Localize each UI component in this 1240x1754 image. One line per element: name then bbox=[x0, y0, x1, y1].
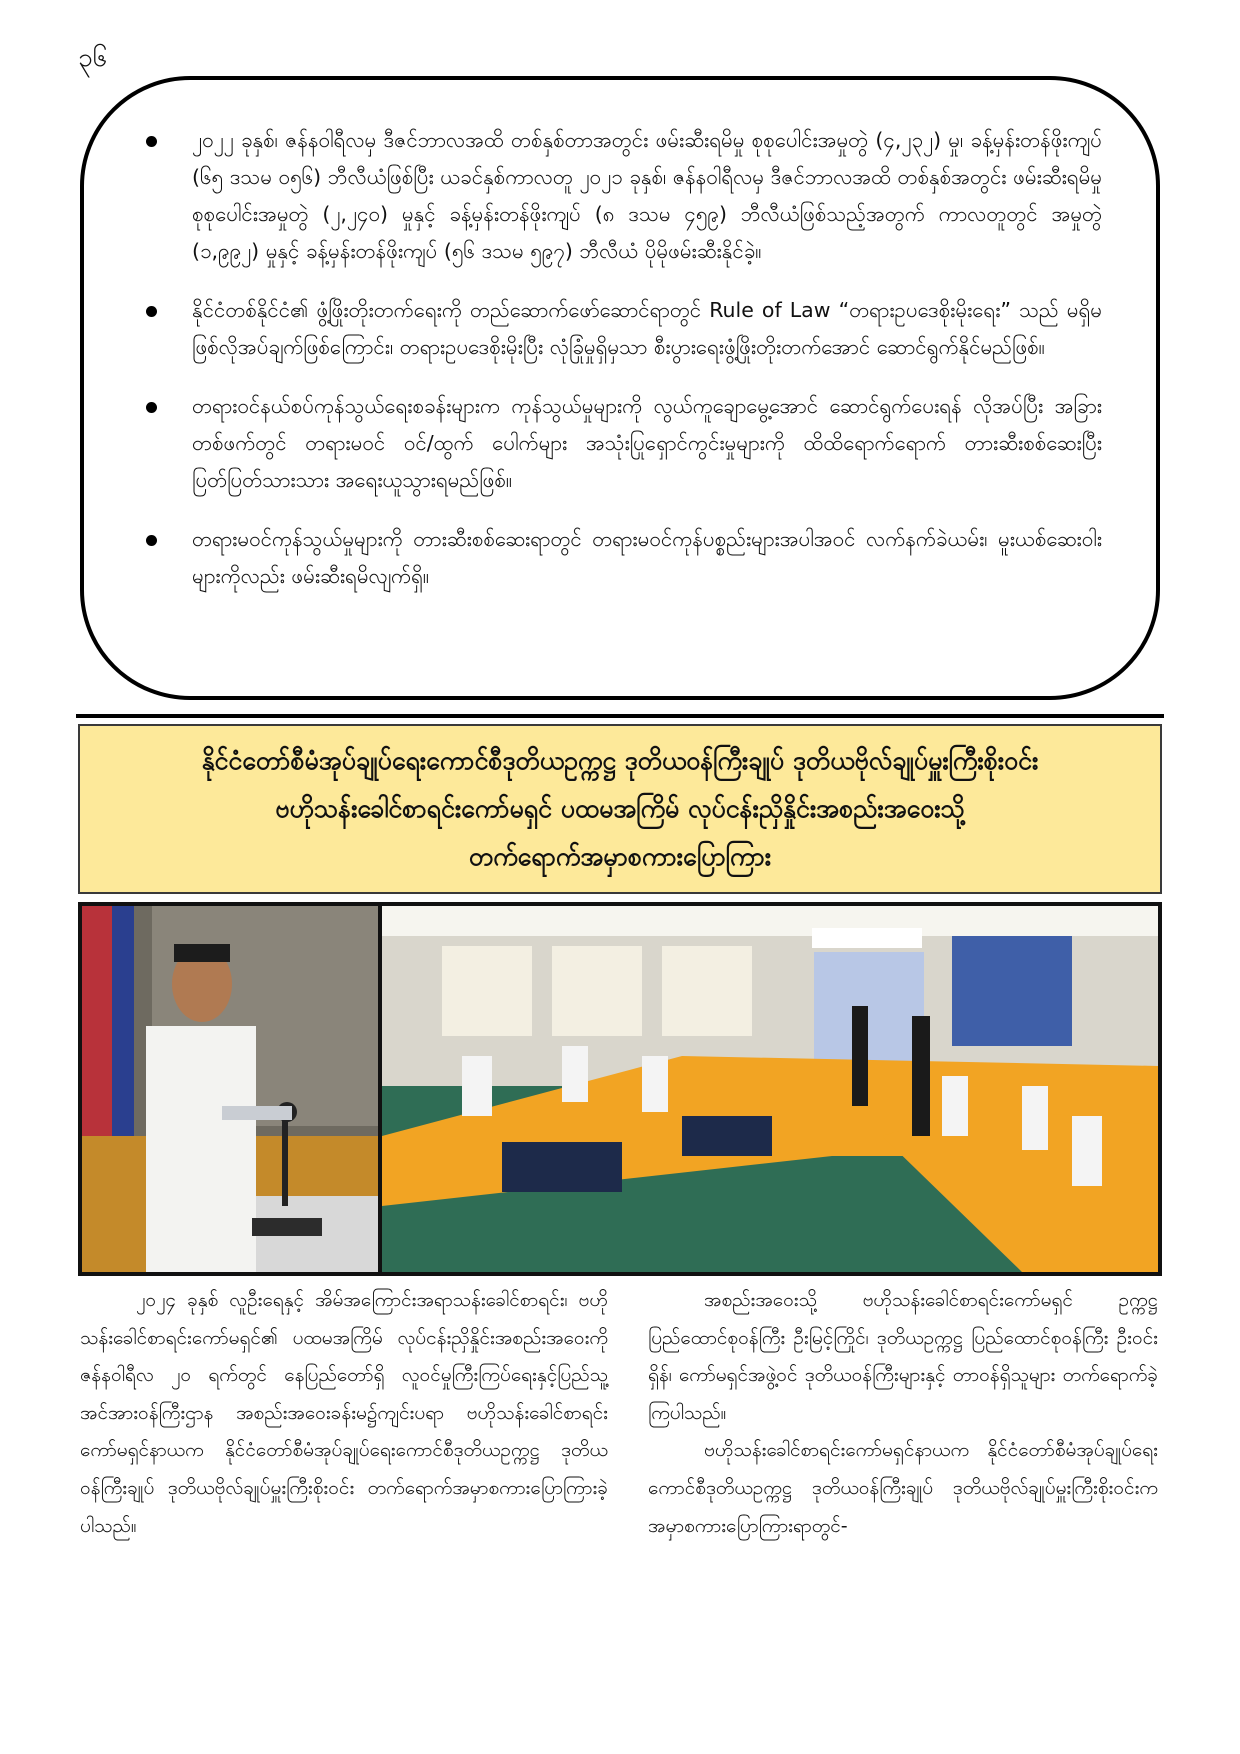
highlights-list bbox=[144, 122, 1102, 595]
body-paragraph: ၂၀၂၄ ခုနှစ် လူဦးရေနှင့် အိမ်အကြောင်းအရာသန်းခေါင်စာရင်း၊ ဗဟိုသန်းခေါင်စာရင်းကော်မရှင်၏ ပထမအကြိမ် လုပ်ငန်းညှိနှိုင်းအစည်းအဝေးကို ဇန်နဝါရီလ ၂၀ ရက်တွင် နေပြည်တော်ရှိ လူဝင်မှုကြီးကြပ်ရေးနှင့်ပြည်သူ့အင်အားဝန်ကြီးဌာန အစည်းအဝေးခန်းမ၌ကျင်းပရာ ဗဟိုသန်းခေါင်စာရင်းကော်မရှင်နာယက နိုင်ငံတော်စီမံအုပ်ချုပ်ရေးကောင်စီဒုတိယဥက္ကဋ္ဌ ဒုတိယဝန်ကြီးချုပ် ဒုတိယဗိုလ်ချုပ်မှူးကြီးစိုးဝင်း တက်ရောက်အမှာစကားပြောကြားခဲ့ပါသည်။ bbox=[80, 1289, 608, 1537]
meeting-hall-photo bbox=[382, 906, 1158, 1272]
body-paragraph: အစည်းအဝေးသို့ ဗဟိုသန်းခေါင်စာရင်းကော်မရှင် ဥက္ကဋ္ဌ ပြည်ထောင်စုဝန်ကြီး ဦးမြင့်ကြိုင်၊ ဒုတိယဥက္ကဋ္ဌ ပြည်ထောင်စုဝန်ကြီး ဦးဝင်းရှိန်၊ ကော်မရှင်အဖွဲ့ဝင် ဒုတိယဝန်ကြီးများနှင့် တာဝန်ရှိသူများ တက်ရောက်ခဲ့ကြပါသည်။ bbox=[648, 1289, 1158, 1424]
speaker-photo bbox=[82, 906, 378, 1272]
body-column-right bbox=[648, 1282, 1158, 1545]
bullet-item: နိုင်ငံတစ်နိုင်ငံ၏ ဖွံ့ဖြိုးတိုးတက်ရေးကို တည်ဆောက်ဖော်ဆောင်ရာတွင် Rule of Law “တရားဥပဒေစိုးမိုးရေး” သည် မရှိမဖြစ်လိုအပ်ချက်ဖြစ်ကြောင်း၊ တရားဥပဒေစိုးမိုးပြီး လုံခြုံမှုရှိမှသာ စီးပွားရေးဖွံ့ဖြိုးတိုးတက်အောင် ဆောင်ရွက်နိုင်မည်ဖြစ်။ bbox=[144, 292, 1102, 366]
body-paragraph: ဗဟိုသန်းခေါင်စာရင်းကော်မရှင်နာယက နိုင်ငံတော်စီမံအုပ်ချုပ်ရေးကောင်စီဒုတိယဥက္ကဋ္ဌ ဒုတိယဝန်ကြီးချုပ် ဒုတိယဗိုလ်ချုပ်မှူးကြီးစိုးဝင်းက အမှာစကားပြောကြားရာတွင်- bbox=[648, 1439, 1158, 1537]
body-column-left bbox=[80, 1282, 608, 1545]
page-number: ၃၆ bbox=[78, 43, 108, 73]
bullet-item: တရားမဝင်ကုန်သွယ်မှုများကို တားဆီးစစ်ဆေးရာတွင် တရားမဝင်ကုန်ပစ္စည်းများအပါအဝင် လက်နက်ခဲယမ်း၊ မူးယစ်ဆေးဝါးများကိုလည်း ဖမ်းဆီးရမိလျက်ရှိ။ bbox=[144, 521, 1102, 595]
bullet-item: ၂၀၂၂ ခုနှစ်၊ ဇန်နဝါရီလမှ ဒီဇင်ဘာလအထိ တစ်နှစ်တာအတွင်း ဖမ်းဆီးရမိမှု စုစုပေါင်းအမှုတွဲ (၄,၂၃၂) မှု၊ ခန့်မှန်းတန်ဖိုးကျပ် (၆၅ ဒသမ ၀၅၆) ဘီလီယံဖြစ်ပြီး ယခင်နှစ်ကာလတူ ၂၀၂၁ ခုနှစ်၊ ဇန်နဝါရီလမှ ဒီဇင်ဘာလအထိ တစ်နှစ်အတွင်း ဖမ်းဆီးရမိမှု စုစုပေါင်းအမှုတွဲ (၂,၂၄၀) မှုနှင့် ခန့်မှန်းတန်ဖိုးကျပ် (၈ ဒသမ ၄၅၉) ဘီလီယံဖြစ်သည့်အတွက် ကာလတူတွင် အမှုတွဲ (၁,၉၉၂) မှုနှင့် ခန့်မှန်းတန်ဖိုးကျပ် (၅၆ ဒသမ ၅၉၇) ဘီလီယံ ပိုမိုဖမ်းဆီးနိုင်ခဲ့။ bbox=[144, 122, 1102, 270]
highlights-box bbox=[80, 76, 1160, 700]
bullet-item: တရားဝင်နယ်စပ်ကုန်သွယ်ရေးစခန်းများက ကုန်သွယ်မှုများကို လွယ်ကူချောမွေ့အောင် ဆောင်ရွက်ပေးရန် လိုအပ်ပြီး အခြားတစ်ဖက်တွင် တရားမဝင် ဝင်/ထွက် ပေါက်များ အသုံးပြုရှောင်ကွင်းမှုများကို ထိထိရောက်ရောက် တားဆီးစစ်ဆေးပြီး ပြတ်ပြတ်သားသား အရေးယူသွားရမည်ဖြစ်။ bbox=[144, 388, 1102, 499]
headline-line: တက်ရောက်အမှာစကားပြောကြား bbox=[468, 842, 772, 871]
photo-strip bbox=[78, 902, 1162, 1276]
headline-line: နိုင်ငံတော်စီမံအုပ်ချုပ်ရေးကောင်စီဒုတိယဥက္ကဋ္ဌ ဒုတိယဝန်ကြီးချုပ် ဒုတိယဗိုလ်ချုပ်မှူးကြီးစိုးဝင်း bbox=[201, 746, 1039, 775]
headline-line: ဗဟိုသန်းခေါင်စာရင်းကော်မရှင် ပထမအကြိမ် လုပ်ငန်းညှိနှိုင်းအစည်းအဝေးသို့ bbox=[275, 794, 965, 823]
article-headline bbox=[78, 724, 1162, 894]
section-divider bbox=[76, 714, 1164, 718]
